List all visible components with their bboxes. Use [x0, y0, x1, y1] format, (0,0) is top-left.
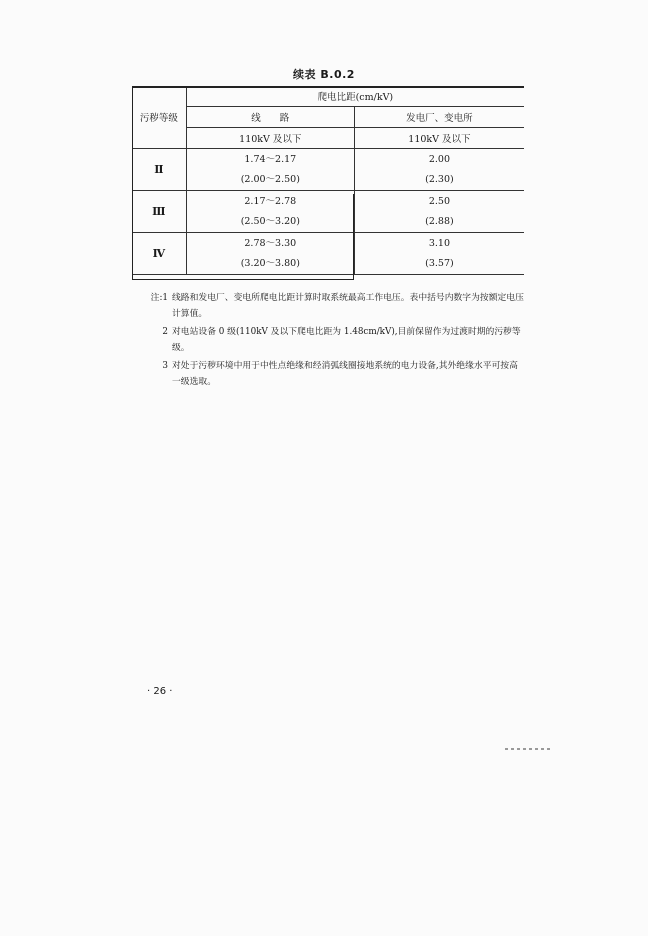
station-value-rated: (3.57): [425, 257, 454, 269]
pollution-level-cell: Ⅳ: [132, 233, 186, 275]
note-text: 线路和发电厂、变电所爬电比距计算时取系统最高工作电压。表中括号内数字为按额定电压计算值。: [172, 293, 524, 319]
header-station-voltage: 110kV 及以下: [354, 128, 524, 149]
station-value-rated: (2.88): [425, 215, 454, 227]
note-text: 对电站设备 0 级(110kV 及以下爬电比距为 1.48cm/kV),目前保留作为过渡时期的污秽等级。: [172, 327, 521, 353]
scan-artifact: [505, 748, 553, 750]
station-value: 2.50: [428, 195, 450, 207]
header-line-voltage: 110kV 及以下: [186, 128, 354, 149]
table-scan-bottom-border: [132, 279, 354, 280]
note-number: 注:1: [150, 293, 168, 303]
line-value: 2.17～2.78: [244, 195, 297, 207]
station-value: 2.00: [428, 153, 450, 165]
note-item: [146, 290, 526, 322]
table-top-rule: [132, 86, 524, 88]
station-value-rated: (2.30): [425, 173, 454, 185]
table-row: [132, 191, 524, 233]
line-value-rated: (2.00～2.50): [240, 173, 300, 185]
table-header-row: [132, 128, 524, 149]
note-number: 2: [162, 327, 168, 337]
line-value-cell: [186, 149, 354, 191]
table-row: [132, 233, 524, 275]
table-header-row: [132, 86, 524, 107]
line-value: 2.78～3.30: [244, 237, 297, 249]
station-value-cell: [354, 233, 524, 275]
table-title: 续表 B.0.2: [293, 68, 355, 81]
note-item: [146, 324, 526, 356]
line-value-cell: [186, 233, 354, 275]
line-value-rated: (2.50～3.20): [240, 215, 300, 227]
table-header-row: [132, 107, 524, 128]
header-line: 线 路: [186, 107, 354, 128]
header-creepage-distance: 爬电比距(cm/kV): [186, 86, 524, 107]
header-station: 发电厂、变电所: [354, 107, 524, 128]
creepage-table: [132, 86, 524, 275]
table-scan-border: [353, 194, 354, 280]
note-item: [146, 358, 526, 390]
station-value-cell: [354, 149, 524, 191]
station-value-cell: [354, 191, 524, 233]
pollution-level-cell: Ⅱ: [132, 149, 186, 191]
header-pollution-level: 污秽等级: [132, 86, 186, 149]
line-value-rated: (3.20～3.80): [240, 257, 300, 269]
pollution-level-cell: Ⅲ: [132, 191, 186, 233]
page-number: · 26 ·: [147, 686, 173, 697]
table-notes: [146, 290, 526, 392]
table-row: [132, 149, 524, 191]
table-left-border: [132, 86, 133, 280]
line-value-cell: [186, 191, 354, 233]
station-value: 3.10: [428, 237, 450, 249]
note-number: 3: [162, 361, 168, 371]
line-value: 1.74～2.17: [244, 153, 297, 165]
note-text: 对处于污秽环境中用于中性点绝缘和经消弧线圈接地系统的电力设备,其外绝缘水平可按高一级选取。: [172, 361, 518, 387]
